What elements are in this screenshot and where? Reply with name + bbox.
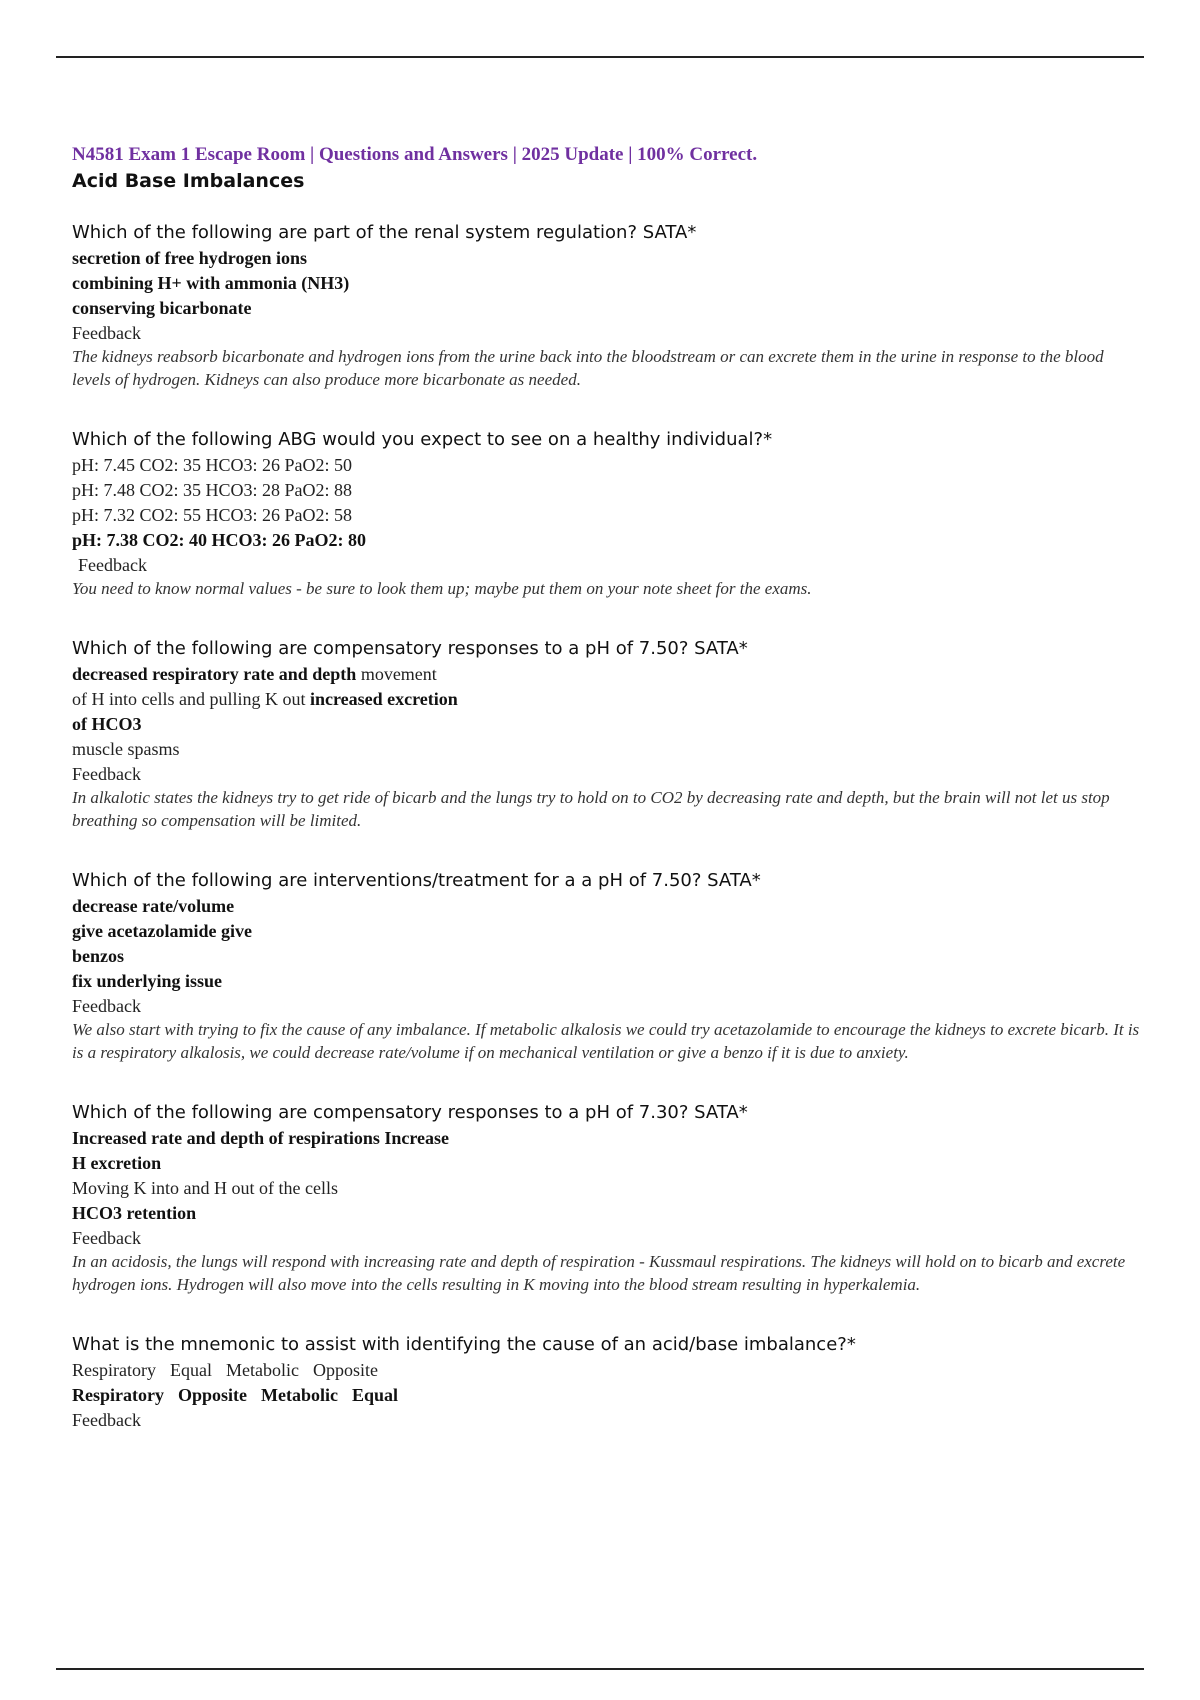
answer-plain: movement [356,664,437,684]
mnemonic-word: Opposite [312,1360,378,1380]
answer-option: HCO3 retention [72,1203,197,1223]
answer-line [72,737,1140,762]
feedback-text: The kidneys reabsorb bicarbonate and hydrogen ions from the urine back into the bloodstream or can excrete them in the urine in response to the blood levels of hydrogen. Kidneys can also produce more bicarbonate as needed. [72,347,1104,389]
feedback-text: You need to know normal values - be sure to look them up; maybe put them on your note sheet for the exams. [72,579,812,598]
bottom-rule [56,1668,1144,1670]
question-text: What is the mnemonic to assist with identifying the cause of an acid/base imbalance?* [72,1334,856,1355]
answer-correct: increased excretion [309,689,458,709]
question-1 [72,220,1140,391]
mnemonic-word: Respiratory [72,1360,156,1380]
document-body [72,142,1140,1452]
question-text: Which of the following ABG would you expect to see on a healthy individual?* [72,429,773,450]
answer-line [72,687,1140,712]
answer-option: conserving bicarbonate [72,298,252,318]
answer-plain: of H into cells and pulling K out [72,689,310,709]
question-4 [72,868,1140,1064]
answer-option: pH: 7.48 CO2: 35 HCO3: 28 PaO2: 88 [72,480,353,500]
answer-option: fix underlying issue [72,971,223,991]
feedback-text: In an acidosis, the lungs will respond with increasing rate and depth of respiration - Kussmaul respirations. The kidneys will hold on to bicarb and excrete hydrogen ions. Hydrogen will also move into the cells resulting in K moving into the blood stream resulting in hyperkalemia. [72,1252,1126,1294]
feedback-label: Feedback [78,555,147,575]
answer-correct: of HCO3 [72,714,142,734]
answer-line [72,712,1140,737]
question-text: Which of the following are interventions/treatment for a a pH of 7.50? SATA* [72,870,761,891]
answer-option: Increased rate and depth of respirations Increase [72,1128,449,1148]
mnemonic-word: Equal [351,1385,399,1405]
feedback-text: We also start with trying to fix the cause of any imbalance. If metabolic alkalosis we could try acetazolamide to encourage the kidneys to excrete bicarb. It is is a respiratory alkalosis, we could decrease rate/volume if on mechanical ventilation or give a benzo if it is due to anxiety. [72,1020,1140,1062]
answer-line [72,662,1140,687]
feedback-label: Feedback [72,996,141,1016]
answer-option: decrease rate/volume [72,896,235,916]
answer-option: benzos [72,946,125,966]
mnemonic-option-b-correct [72,1383,1140,1408]
question-3 [72,636,1140,832]
question-text: Which of the following are part of the renal system regulation? SATA* [72,222,697,243]
feedback-label: Feedback [72,323,141,343]
question-6 [72,1332,1140,1432]
answer-option: H excretion [72,1153,162,1173]
answer-option: pH: 7.32 CO2: 55 HCO3: 26 PaO2: 58 [72,505,353,525]
question-text: Which of the following are compensatory responses to a pH of 7.30? SATA* [72,1102,748,1123]
answer-option-correct: pH: 7.38 CO2: 40 HCO3: 26 PaO2: 80 [72,530,366,550]
document-title: N4581 Exam 1 Escape Room | Questions and Answers | 2025 Update | 100% Correct. [72,144,758,165]
feedback-text: In alkalotic states the kidneys try to get ride of bicarb and the lungs try to hold on to CO2 by decreasing rate and depth, but the brain will not let us stop breathing so compensation will be limited. [72,788,1110,830]
mnemonic-word: Metabolic [225,1360,299,1380]
answer-option: Moving K into and H out of the cells [72,1178,338,1198]
answer-correct: decreased respiratory rate and depth [72,664,357,684]
question-text: Which of the following are compensatory responses to a pH of 7.50? SATA* [72,638,748,659]
answer-option: secretion of free hydrogen ions [72,248,307,268]
answer-option: pH: 7.45 CO2: 35 HCO3: 26 PaO2: 50 [72,455,353,475]
question-2 [72,427,1140,600]
mnemonic-word: Respiratory [72,1385,164,1405]
mnemonic-word: Metabolic [261,1385,338,1405]
document-subtitle: Acid Base Imbalances [72,170,305,192]
feedback-label: Feedback [72,764,141,784]
answer-plain: muscle spasms [72,739,180,759]
answer-option: combining H+ with ammonia (NH3) [72,273,350,293]
feedback-label: Feedback [72,1228,141,1248]
mnemonic-word: Equal [169,1360,212,1380]
answer-option: give acetazolamide give [72,921,252,941]
top-rule [56,56,1144,58]
mnemonic-option-a [72,1358,1140,1383]
question-5 [72,1100,1140,1296]
mnemonic-word: Opposite [177,1385,247,1405]
feedback-label: Feedback [72,1410,141,1430]
